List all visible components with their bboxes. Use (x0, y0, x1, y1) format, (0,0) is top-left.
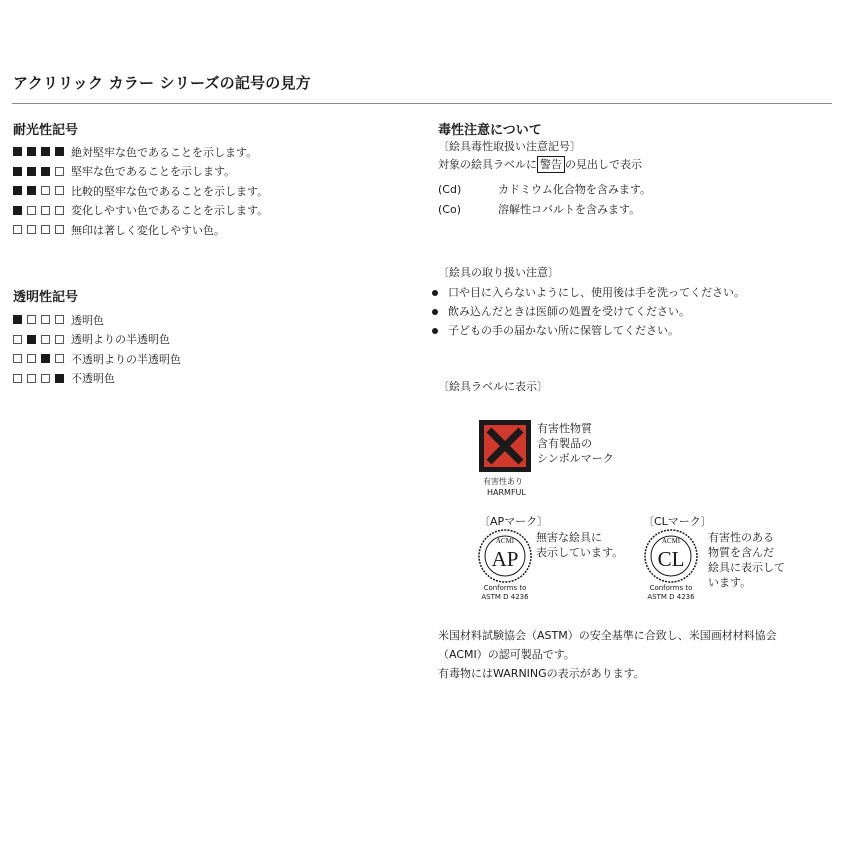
symbol-row (13, 330, 181, 350)
transparency-heading: 透明性記号 (13, 290, 79, 305)
empty-square-icon (27, 315, 36, 324)
empty-square-icon (41, 206, 50, 215)
filled-square-icon (55, 374, 64, 383)
hazard-x-icon (479, 420, 531, 472)
filled-square-icon (41, 167, 50, 176)
empty-square-icon (13, 374, 22, 383)
symbol-description: 透明よりの半透明色 (71, 333, 170, 347)
toxicity-code: (Cd) (438, 183, 462, 196)
toxicity-item-cd (438, 181, 651, 197)
symbol-description: 不透明よりの半透明色 (71, 352, 181, 366)
bullet-icon (432, 290, 438, 296)
empty-square-icon (27, 354, 36, 363)
toxicity-code: (Co) (438, 203, 461, 216)
empty-square-icon (27, 206, 36, 215)
empty-square-icon (41, 374, 50, 383)
rating-boxes (13, 225, 71, 234)
rating-boxes (13, 167, 71, 176)
hazard-label-jp: 有害性あり (483, 477, 523, 486)
ap-conforms: Conforms to ASTM D 4236 (481, 584, 529, 601)
cl-seal-icon (643, 528, 699, 584)
rating-boxes (13, 335, 71, 344)
filled-square-icon (41, 354, 50, 363)
empty-square-icon (13, 225, 22, 234)
label-display-heading: 〔絵具ラベルに表示〕 (438, 380, 548, 393)
empty-square-icon (55, 206, 64, 215)
cl-heading: 〔CLマーク〕 (643, 515, 712, 528)
filled-square-icon (41, 147, 50, 156)
empty-square-icon (13, 335, 22, 344)
rating-boxes (13, 147, 71, 156)
filled-square-icon (13, 315, 22, 324)
ap-description: 無害な絵具に 表示しています。 (536, 531, 624, 559)
rating-boxes (13, 206, 71, 215)
empty-square-icon (41, 225, 50, 234)
filled-square-icon (27, 167, 36, 176)
empty-square-icon (55, 315, 64, 324)
transparency-list (13, 310, 181, 388)
toxicity-subheading: 〔絵具毒性取扱い注意記号〕 (438, 140, 581, 153)
astm-note: 米国材料試験協会（ASTM）の安全基準に合致し、米国画材材料協会 （ACMI）の認可製品です。 有毒物にはWARNINGの表示があります。 (438, 629, 777, 680)
empty-square-icon (27, 374, 36, 383)
symbol-row (13, 201, 268, 221)
warning-line-prefix: 対象の絵具ラベルに (438, 158, 537, 171)
symbol-description: 無印は著しく変化しやすい色。 (71, 223, 225, 237)
symbol-row (13, 369, 181, 389)
lightfastness-list (13, 142, 268, 240)
toxicity-item-co (438, 201, 640, 217)
filled-square-icon (27, 335, 36, 344)
cl-seal-top: ACMI (661, 537, 681, 545)
filled-square-icon (27, 186, 36, 195)
list-item: 飲み込んだときは医師の処置を受けてください。 (432, 303, 745, 322)
toxicity-text: カドミウム化合物を含みます。 (498, 183, 652, 196)
list-item: 子どもの手の届かない所に保管してください。 (432, 322, 745, 341)
symbol-description: 比較的堅牢な色であることを示します。 (71, 184, 269, 198)
empty-square-icon (55, 335, 64, 344)
warning-box: 警告 (537, 156, 565, 173)
handling-heading: 〔絵具の取り扱い注意〕 (438, 266, 559, 279)
filled-square-icon (13, 206, 22, 215)
filled-square-icon (13, 147, 22, 156)
bullet-icon (432, 328, 438, 334)
page-title: アクリリック カラー シリーズの記号の見方 (13, 74, 311, 92)
symbol-row (13, 220, 268, 240)
cl-seal-letters: CL (657, 547, 685, 571)
rating-boxes (13, 186, 71, 195)
symbol-description: 変化しやすい色であることを示します。 (71, 204, 269, 218)
empty-square-icon (41, 186, 50, 195)
cl-description: 有害性のある 物質を含んだ 絵具に表示して います。 (708, 531, 785, 589)
empty-square-icon (41, 335, 50, 344)
list-item: 口や目に入らないようにし、使用後は手を洗ってください。 (432, 284, 745, 303)
filled-square-icon (13, 186, 22, 195)
ap-heading: 〔APマーク〕 (479, 515, 549, 528)
warning-line-suffix: の見出しで表示 (565, 158, 642, 171)
empty-square-icon (41, 315, 50, 324)
symbol-description: 堅牢な色であることを示します。 (71, 165, 236, 179)
symbol-row (13, 142, 268, 162)
filled-square-icon (27, 147, 36, 156)
rating-boxes (13, 354, 71, 363)
symbol-description: 透明色 (71, 313, 104, 327)
filled-square-icon (13, 167, 22, 176)
symbol-row (13, 349, 181, 369)
cl-conforms: Conforms to ASTM D 4236 (647, 584, 695, 601)
hazard-label-en: HARMFUL (487, 488, 526, 497)
symbol-description: 不透明色 (71, 372, 115, 386)
ap-seal-letters: AP (491, 547, 519, 571)
toxicity-warning-line (438, 156, 642, 173)
rating-boxes (13, 315, 71, 324)
symbol-row (13, 181, 268, 201)
symbol-row (13, 310, 181, 330)
toxicity-heading: 毒性注意について (438, 123, 542, 138)
hazard-caption: 有害性物質 含有製品の シンボルマーク (537, 422, 614, 465)
empty-square-icon (55, 354, 64, 363)
symbol-description: 絶対堅牢な色であることを示します。 (71, 145, 258, 159)
empty-square-icon (13, 354, 22, 363)
symbol-row (13, 162, 268, 182)
empty-square-icon (55, 186, 64, 195)
bullet-icon (432, 309, 438, 315)
empty-square-icon (55, 167, 64, 176)
empty-square-icon (55, 225, 64, 234)
empty-square-icon (27, 225, 36, 234)
divider (12, 103, 832, 104)
lightfastness-heading: 耐光性記号 (13, 123, 79, 138)
rating-boxes (13, 374, 71, 383)
handling-list (432, 284, 745, 341)
filled-square-icon (55, 147, 64, 156)
ap-seal-top: ACMI (495, 537, 515, 545)
toxicity-text: 溶解性コバルトを含みます。 (498, 203, 641, 216)
ap-seal-icon (477, 528, 533, 584)
